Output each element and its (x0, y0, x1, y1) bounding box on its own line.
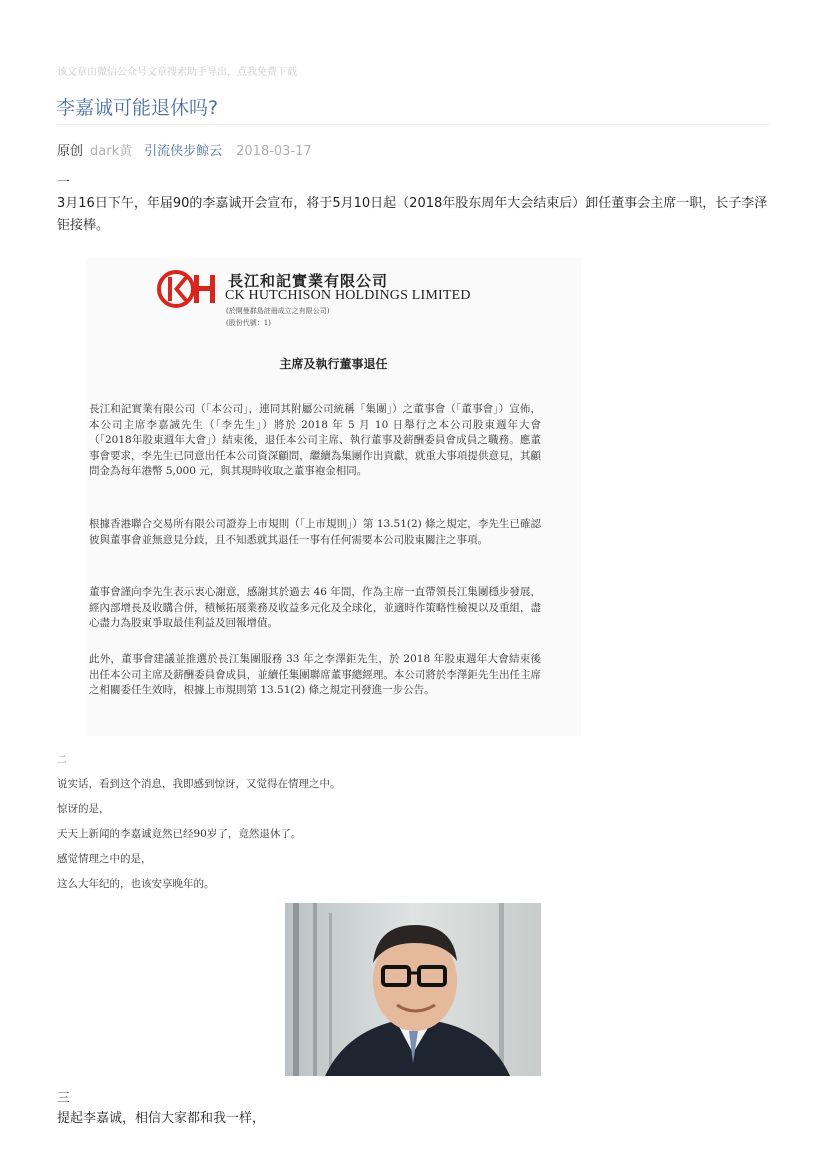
title-divider (56, 124, 770, 125)
original-tag: 原创 (57, 144, 84, 159)
section-2-line: 这么大年纪的，也该安享晚年的。 (57, 878, 215, 890)
section-2-line: 惊讶的是， (57, 803, 110, 815)
company-name-en: CK HUTCHISON HOLDINGS LIMITED (225, 288, 471, 303)
incorporation-note: (於開曼群島註冊成立之有限公司) (226, 307, 330, 315)
ck-hutchison-logo-icon (156, 268, 220, 310)
stock-code: (股份代號：1) (226, 319, 271, 327)
portrait-photo (285, 903, 541, 1076)
company-name-zh: 長江和記實業有限公司 (228, 272, 389, 290)
export-notice[interactable]: 该文章由微信公众号文章搜索助手导出，点我免费下载 (57, 67, 297, 78)
announcement-paragraph: 長江和記實業有限公司（「本公司」，連同其附屬公司統稱「集團」）之董事會（「董事會」）宣佈，本公司主席李嘉誠先生（「李先生」）將於 2018 年 5 月 10 日舉行之本公司股東週年大會（「2018年股東週年大會」）結束後，退任本公司主席、執行董事及薪酬委員會成員之職務。應董事會要求，李先生已同意出任本公司資深顧問，繼續為集團作出貢獻，就重大事項提供意見，其顧問金為每年港幣 5,000 元，與其現時收取之董事袍金相同。 (89, 403, 541, 477)
section-3-heading: 三 (57, 1091, 71, 1106)
account-link[interactable]: 引流侠步鲸云 (144, 144, 223, 159)
section-2-line: 说实话，看到这个消息，我即感到惊讶，又觉得在情理之中。 (57, 778, 341, 790)
section-2-line: 感觉情理之中的是， (57, 853, 152, 865)
section-3-line: 提起李嘉诚，相信大家都和我一样， (57, 1111, 266, 1126)
announcement-paragraph: 此外，董事會建議並推選於長江集團服務 33 年之李澤鉅先生，於 2018 年股東週年大會結束後出任本公司主席及薪酬委員會成員，並續任集團聯席董事總經理。本公司將於李澤鉅先生出任主席之相關委任生效時，根據上市規則第 13.51(2) 條之規定刊發進一步公告。 (89, 653, 541, 696)
section-1-heading: 一 (57, 175, 71, 190)
announcement-paragraph: 根據香港聯合交易所有限公司證券上市規則（「上市規則」）第 13.51(2) 條之規定，李先生已確認彼與董事會並無意見分歧，且不知悉就其退任一事有任何需要本公司股東關注之事項。 (89, 518, 541, 546)
section-1-paragraph: 3月16日下午，年届90的李嘉诚开会宣布，将于5月10日起（2018年股东周年大会结束后）卸任董事会主席一职，长子李泽钜接棒。 (57, 196, 768, 233)
author-name: dark黄 (90, 144, 133, 159)
article-title: 李嘉诚可能退休吗? (56, 97, 219, 119)
section-2-line: 天天上新闻的李嘉诚竟然已经90岁了，竟然退休了。 (57, 828, 302, 840)
publish-date: 2018-03-17 (236, 144, 312, 159)
section-2-heading: 二 (57, 755, 67, 766)
announcement-title: 主席及執行董事退任 (279, 357, 388, 371)
announcement-paragraph: 董事會謹向李先生表示衷心謝意，感謝其於過去 46 年間，作為主席一直帶領長江集團穩步發展，經內部增長及收購合併，積極拓展業務及收益多元化及全球化，並適時作策略性檢視以及重組，盡心盡力為股東爭取最佳利益及回報增值。 (89, 586, 541, 629)
article-meta (57, 140, 312, 159)
announcement-image (86, 258, 581, 736)
